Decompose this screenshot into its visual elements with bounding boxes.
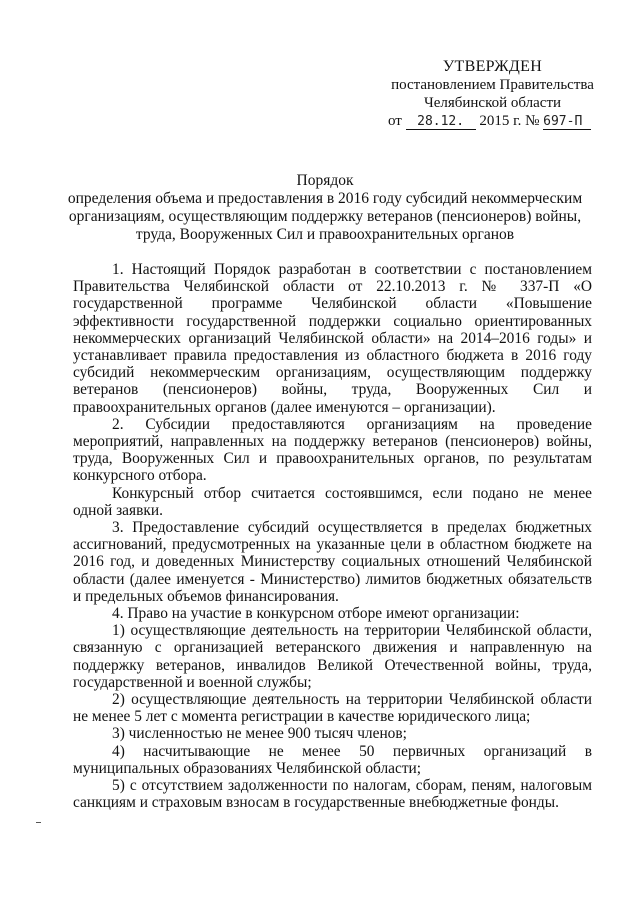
list-item-2: 2) осуществляющие деятельность на территории Челябинской области не менее 5 лет с момента регистрации в качестве юридического лица; [73,691,592,726]
handwritten-date: 28.12. [406,114,476,130]
approval-title: УТВЕРЖДЕН [442,58,543,75]
approval-line-1: постановлением Правительства [391,77,594,93]
paragraph-1: 1. Настоящий Порядок разработан в соответствии с постановлением Правительства Челябинской области от 22.10.2013 г. № 337-П «О государственной программе Челябинской области «Повышение эффективности государственной поддержки социально ориентированных некоммерческих организаций Челябинской области» на 2014–2016 годы» и устанавливает правила предоставления из областного бюджета в 2016 году субсидий некоммерческим организациям, осуществляющим поддержку ветеранов (пенсионеров) войны, труда, Вооруженных Сил и правоохранительных органов (далее именуются – организации). [73,261,592,416]
approval-line-2: Челябинской области [423,95,562,111]
document-title-block [60,172,590,244]
paragraph-4: 4. Право на участие в конкурсном отборе имеют организации: [112,605,520,623]
approval-stamp [380,58,605,130]
handwritten-number: 697-П [543,114,591,130]
paragraph-2: 2. Субсидии предоставляются организациям на проведение мероприятий, направленных на поддержку ветеранов (пенсионеров) войны, труда, Вооруженных Сил и правоохранительных органов, по результатам конкурсного отбора. [73,415,592,485]
paragraph-2-note: Конкурсный отбор считается состоявшимся, если подано не менее одной заявки. [73,484,592,519]
date-year: 2015 г. № [479,113,540,129]
document-body [73,261,592,812]
date-prefix: от [388,113,402,129]
document-heading: Порядок [296,172,354,189]
list-item-3: 3) численностью не менее 900 тысяч членов; [112,725,407,743]
approval-date-line [380,112,605,130]
list-item-4: 4) насчитывающие не менее 50 первичных организаций в муниципальных образованиях Челябинской области; [73,742,592,777]
document-subtitle: определения объема и предоставления в 2016 году субсидий некоммерческим организациям, осуществляющим поддержку ветеранов (пенсионеров) войны, труда, Вооруженных Сил и правоохранительных органов [67,190,583,243]
margin-mark [36,822,41,823]
list-item-5: 5) с отсутствием задолженности по налогам, сборам, пеням, налоговым санкциям и страховым взносам в государственные внебюджетные фонды. [73,777,592,812]
list-item-1: 1) осуществляющие деятельность на территории Челябинской области, связанную с организацией ветеранского движения и направленную на поддержку ветеранов, инвалидов Великой Отечественной войны, труда, государственной и военной службы; [73,622,592,691]
paragraph-3: 3. Предоставление субсидий осуществляется в пределах бюджетных ассигнований, предусмотренных на указанные цели в областном бюджете на 2016 год, и доведенных Министерству социальных отношений Челябинской области (далее именуется - Министерство) лимитов бюджетных обязательств и предельных объемов финансирования. [73,519,592,605]
